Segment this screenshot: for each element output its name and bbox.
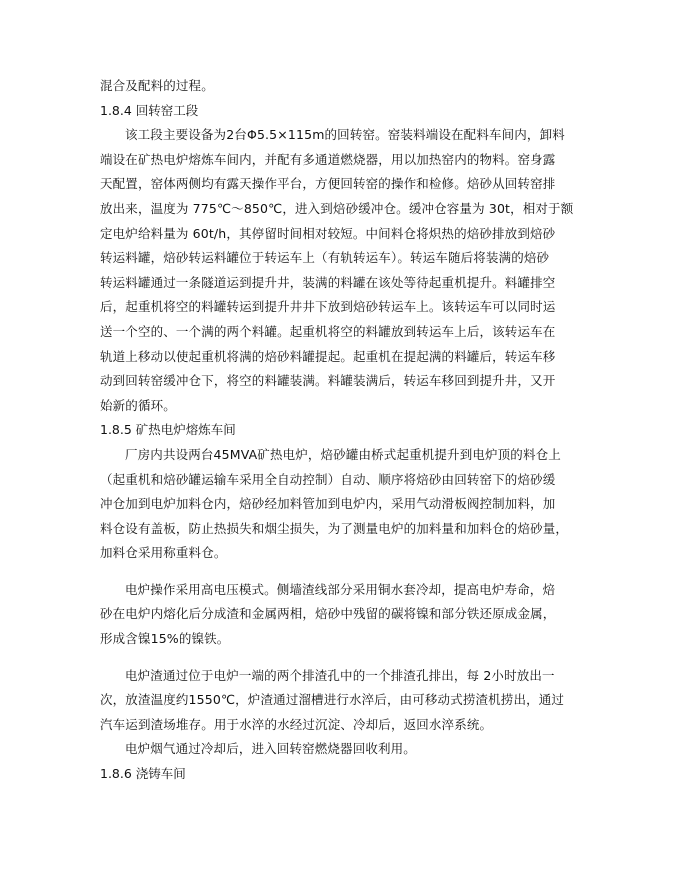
section-1-8-6-heading: 1.8.6 浇铸车间 [100, 766, 186, 782]
paragraph-line: 电炉操作采用高电压模式。侧墙渣线部分采用铜水套冷却，提高电炉寿命，焙 [125, 581, 556, 597]
section-1-8-5-paragraph-2 [100, 578, 580, 652]
section-1-8-5-paragraph-4 [100, 737, 580, 762]
paragraph-line: 次，放渣温度约1550℃，炉渣通过溜槽进行水淬后，由可移动式捞渣机捞出，通过 [100, 692, 565, 708]
paragraph-line: 定电炉给料量为 60t/h，其停留时间相对较短。中间料仓将炽热的焙砂排放到焙砂 [100, 225, 556, 241]
paragraph-line: （起重机和焙砂罐运输车采用全自动控制）自动、顺序将焙砂由回转窑下的焙砂缓 [100, 471, 556, 487]
paragraph-line: 砂在电炉内熔化后分成渣和金属两相，焙砂中残留的碳将镍和部分铁还原成金属， [100, 606, 556, 622]
paragraph-line: 汽车运到渣场堆存。用于水淬的水经过沉淀、冷却后，返回水淬系统。 [100, 716, 493, 732]
paragraph-line: 冲仓加到电炉加料仓内，焙砂经加料管加到电炉内，采用气动滑板阀控制加料，加 [100, 496, 556, 512]
paragraph-line: 转运料罐通过一条隧道运到提升井，装满的料罐在该处等待起重机提升。料罐排空 [100, 274, 556, 290]
paragraph-line: 转运料罐，焙砂转运料罐位于转运车上（有轨转运车）。转运车随后将装满的焙砂 [100, 250, 550, 266]
intro-line: 混合及配料的过程。 [100, 78, 214, 93]
section-1-8-5-paragraph-1 [100, 443, 580, 566]
paragraph-line: 电炉渣通过位于电炉一端的两个排渣孔中的一个排渣孔排出，每 2小时放出一 [125, 667, 555, 683]
section-1-8-4-heading: 1.8.4 回转窑工段 [100, 102, 199, 118]
section-1-8-4-paragraph [100, 123, 580, 418]
document-page [100, 74, 580, 787]
paragraph-line: 轨道上移动以使起重机将满的焙砂料罐提起。起重机在提起满的料罐后，转运车移 [100, 348, 556, 364]
paragraph-line: 放出来，温度为 775℃～850℃，进入到焙砂缓冲仓。缓冲仓容量为 30t，相对于额 [100, 200, 574, 216]
paragraph-line: 厂房内共设两台45MVA矿热电炉，焙砂罐由桥式起重机提升到电炉顶的料仓上 [125, 446, 561, 462]
paragraph-line: 送一个空的、一个满的两个料罐。起重机将空的料罐放到转运车上后，该转运车在 [100, 323, 556, 339]
paragraph-line: 动到回转窑缓冲仓下，将空的料罐装满。料罐装满后，转运车移回到提升井，又开 [100, 373, 556, 389]
paragraph-line: 形成含镍15%的镍铁。 [100, 631, 230, 647]
section-1-8-5-paragraph-3 [100, 664, 580, 738]
paragraph-line: 始新的循环。 [100, 397, 176, 413]
paragraph-line: 料仓设有盖板，防止热损失和烟尘损失，为了测量电炉的加料量和加料仓的焙砂量， [100, 520, 569, 536]
paragraph-line: 天配置，窑体两侧均有露天操作平台，方便回转窑的操作和检修。焙砂从回转窑排 [100, 176, 556, 192]
paragraph-line: 后，起重机将空的料罐转运到提升井井下放到焙砂转运车上。该转运车可以同时运 [100, 299, 556, 315]
paragraph-line: 电炉烟气通过冷却后，进入回转窑燃烧器回收利用。 [125, 741, 416, 757]
paragraph-line: 加料仓采用称重料仓。 [100, 545, 227, 561]
section-1-8-5-heading: 1.8.5 矿热电炉熔炼车间 [100, 422, 236, 438]
paragraph-line: 该工段主要设备为2台Φ5.5×115m的回转窑。窑装料端设在配料车间内，卸料 [125, 127, 565, 143]
paragraph-line: 端设在矿热电炉熔炼车间内，并配有多通道燃烧器，用以加热窑内的物料。窑身露 [100, 151, 556, 167]
